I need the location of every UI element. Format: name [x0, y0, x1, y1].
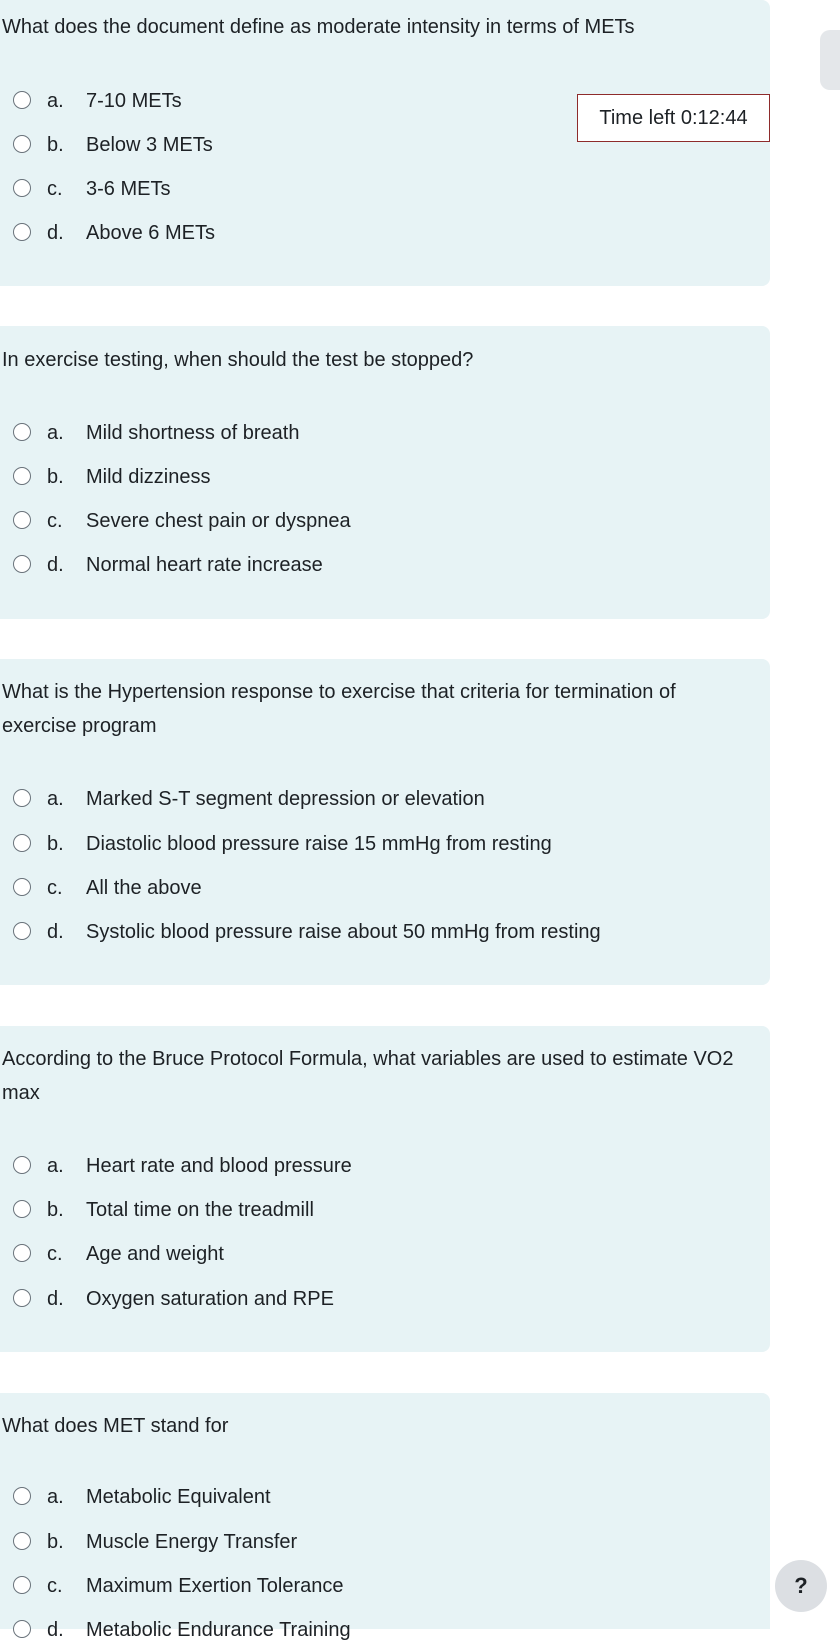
question-card-5	[0, 1393, 770, 1641]
question-text: In exercise testing, when should the test be stopped?	[2, 349, 474, 371]
question-card-4	[0, 1026, 770, 1352]
option-letter: b.	[47, 466, 64, 488]
option-label[interactable]: Normal heart rate increase	[86, 554, 323, 576]
question-text: According to the Bruce Protocol Formula, what variables are used to estimate VO2 max	[2, 1048, 734, 1104]
option-letter: d.	[47, 554, 64, 576]
question-card-1	[0, 0, 770, 286]
radio-button[interactable]	[13, 91, 31, 109]
radio-button[interactable]	[13, 789, 31, 807]
option-letter: a.	[47, 1155, 64, 1177]
option-letter: b.	[47, 833, 64, 855]
radio-button[interactable]	[13, 179, 31, 197]
radio-button[interactable]	[13, 1244, 31, 1262]
radio-button[interactable]	[13, 834, 31, 852]
option-label[interactable]: Mild dizziness	[86, 466, 211, 488]
option-label[interactable]: Muscle Energy Transfer	[86, 1531, 298, 1553]
option-letter: d.	[47, 1288, 64, 1310]
radio-button[interactable]	[13, 223, 31, 241]
question-card-3	[0, 659, 770, 985]
radio-button[interactable]	[13, 1200, 31, 1218]
option-label[interactable]: Age and weight	[86, 1243, 224, 1265]
radio-button[interactable]	[13, 1487, 31, 1505]
option-letter: a.	[47, 788, 64, 810]
answer-option[interactable]	[0, 1284, 740, 1314]
answer-option[interactable]	[0, 418, 740, 448]
option-letter: a.	[47, 422, 64, 444]
option-letter: d.	[47, 1619, 64, 1641]
radio-button[interactable]	[13, 555, 31, 573]
option-letter: c.	[47, 1575, 63, 1597]
radio-button[interactable]	[13, 135, 31, 153]
option-label[interactable]: Diastolic blood pressure raise 15 mmHg from resting	[86, 833, 552, 855]
option-letter: c.	[47, 1243, 63, 1265]
radio-button[interactable]	[13, 511, 31, 529]
option-label[interactable]: Total time on the treadmill	[86, 1199, 314, 1221]
answer-option[interactable]	[0, 829, 740, 859]
radio-button[interactable]	[13, 423, 31, 441]
answer-option[interactable]	[0, 462, 740, 492]
answer-option[interactable]	[0, 174, 740, 204]
answer-option[interactable]	[0, 1151, 740, 1181]
option-letter: b.	[47, 134, 64, 156]
answer-option[interactable]	[0, 1527, 740, 1557]
option-label[interactable]: Marked S-T segment depression or elevation	[86, 788, 485, 810]
option-label[interactable]: Metabolic Endurance Training	[86, 1619, 351, 1641]
radio-button[interactable]	[13, 1576, 31, 1594]
option-letter: a.	[47, 90, 64, 112]
radio-button[interactable]	[13, 1620, 31, 1638]
question-text: What does the document define as moderate intensity in terms of METs	[2, 16, 635, 38]
answer-option[interactable]	[0, 917, 740, 947]
radio-button[interactable]	[13, 1156, 31, 1174]
option-label[interactable]: Above 6 METs	[86, 222, 215, 244]
answer-option[interactable]	[0, 218, 740, 248]
radio-button[interactable]	[13, 878, 31, 896]
option-label[interactable]: Oxygen saturation and RPE	[86, 1288, 334, 1310]
radio-button[interactable]	[13, 1532, 31, 1550]
option-label[interactable]: Mild shortness of breath	[86, 422, 300, 444]
help-button[interactable]: ?	[775, 1560, 827, 1612]
option-label[interactable]: Maximum Exertion Tolerance	[86, 1575, 344, 1597]
answer-option[interactable]	[0, 550, 740, 580]
option-label[interactable]: All the above	[86, 877, 202, 899]
answer-option[interactable]	[0, 1195, 740, 1225]
option-label[interactable]: 3-6 METs	[86, 178, 171, 200]
option-label[interactable]: Severe chest pain or dyspnea	[86, 510, 351, 532]
question-card-2	[0, 326, 770, 619]
option-letter: d.	[47, 222, 64, 244]
answer-option[interactable]	[0, 784, 740, 814]
drawer-toggle-edge[interactable]	[820, 30, 840, 90]
answer-option[interactable]	[0, 1615, 740, 1641]
answer-option[interactable]	[0, 506, 740, 536]
question-text: What is the Hypertension response to exercise that criteria for termination of exercise program	[2, 681, 676, 737]
answer-option[interactable]	[0, 1571, 740, 1601]
radio-button[interactable]	[13, 1289, 31, 1307]
answer-option[interactable]	[0, 1482, 740, 1512]
answer-option[interactable]	[0, 1239, 740, 1269]
option-letter: b.	[47, 1199, 64, 1221]
option-label[interactable]: Heart rate and blood pressure	[86, 1155, 352, 1177]
option-letter: a.	[47, 1486, 64, 1508]
option-letter: c.	[47, 178, 63, 200]
question-text: What does MET stand for	[2, 1415, 229, 1437]
time-left-timer: Time left 0:12:44	[577, 94, 770, 142]
option-letter: c.	[47, 510, 63, 532]
option-label[interactable]: Below 3 METs	[86, 134, 213, 156]
option-letter: b.	[47, 1531, 64, 1553]
option-label[interactable]: Metabolic Equivalent	[86, 1486, 271, 1508]
option-letter: c.	[47, 877, 63, 899]
option-label[interactable]: 7-10 METs	[86, 90, 182, 112]
answer-option[interactable]	[0, 873, 740, 903]
option-label[interactable]: Systolic blood pressure raise about 50 mmHg from resting	[86, 921, 601, 943]
radio-button[interactable]	[13, 467, 31, 485]
option-letter: d.	[47, 921, 64, 943]
radio-button[interactable]	[13, 922, 31, 940]
